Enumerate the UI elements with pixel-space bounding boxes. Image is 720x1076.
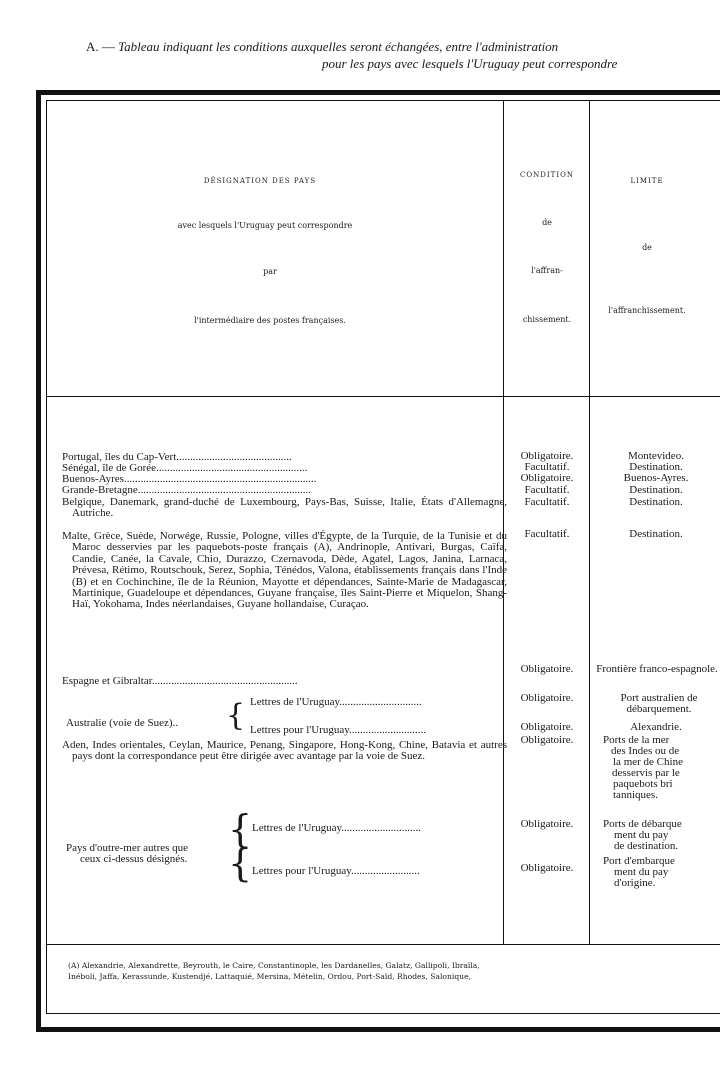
outremer-limite-1c: de destination. <box>614 840 679 852</box>
aden-limite-4: desservis par le <box>612 767 680 779</box>
title-line-1: Tableau indiquant les conditions auxquelles seront échangées, entre l'administration <box>118 39 559 54</box>
outremer-limite-1a: Ports de débarque <box>603 818 682 830</box>
outremer-limite-2b: ment du pay <box>614 866 669 878</box>
title-prefix: A. — <box>86 39 115 54</box>
outremer-brace-bottom: { <box>228 841 253 885</box>
australie-condition-1: Obligatoire. <box>520 692 574 704</box>
row-1-condition: Obligatoire. <box>520 450 574 462</box>
australie-condition-2: Obligatoire. <box>520 721 574 733</box>
row-5-condition: Facultatif. <box>524 496 570 508</box>
row-2-country: Sénégal, île de Gorée....................................................... <box>62 462 308 474</box>
row-2-limite: Destination. <box>629 461 683 473</box>
row-6-limite: Destination. <box>629 528 683 540</box>
row-1-limite: Montevideo. <box>628 450 684 462</box>
row-7-condition: Obligatoire. <box>520 663 574 675</box>
header-col2-line4: chissement. <box>522 315 572 324</box>
header-col3-line1: LIMITE <box>630 177 664 185</box>
australie-label: Australie (voie de Suez).. <box>66 717 179 729</box>
aden-limite-5: paquebots bri <box>613 778 673 790</box>
row-3-limite: Buenos-Ayres. <box>623 472 689 484</box>
header-col2-line2: de <box>542 218 552 227</box>
column-divider-1 <box>503 101 504 945</box>
outremer-condition-2: Obligatoire. <box>520 862 574 874</box>
aden-limite-3: la mer de Chine <box>613 756 683 768</box>
aden-country: Aden, Indes orientales, Ceylan, Maurice, Penang, Singapore, Hong-Kong, Chine, Batavia et autres pays dont la correspondance peut être dirigée avec avantage par la voie de Suez. <box>62 739 507 763</box>
header-col2-line1: CONDITION <box>520 171 574 179</box>
outremer-sub-1: Lettres de l'Uruguay............................. <box>252 822 421 834</box>
footnote <box>68 960 720 982</box>
outremer-limite-2a: Port d'embarque <box>603 855 675 867</box>
row-3-country: Buenos-Ayres...................................................................... <box>62 473 317 485</box>
outremer-limite-1b: ment du pay <box>614 829 669 841</box>
header-col2-line3: l'affran- <box>531 266 563 275</box>
row-4-country: Grande-Bretagne............................................................... <box>62 484 311 496</box>
outremer-condition-1: Obligatoire. <box>520 818 574 830</box>
row-1-country: Portugal, îles du Cap-Vert.......................................... <box>62 451 292 463</box>
australie-brace: { <box>226 698 246 733</box>
header-col3-line3: l'affranchissement. <box>608 306 686 315</box>
row-6-country: Malte, Grèce, Suède, Norwége, Russie, Pologne, villes d'Égypte, de la Turquie, de la Tunisie et du Maroc desservies par les paquebots-poste français (A), Andrinople, Antivari, Burgas, Caïfa, Candie, Canée, la Cavale, Chio, Durazzo, Czernavoda, Dède, Agatel, Lagos, Janina, Larnaca, Prévesa, Rétimo, Routschouk, Serez, Sophia, Ténédos, Valona, établissements français dans l'Inde (B) et en Cochinchine, île de la Réunion, Mayotte et dépendances, Sainte-Marie de Madagascar, Martinique, Guadeloupe et dépendances, Guyane française, îles Saint-Pierre et Miquelon, Shang-Haï, Yokohama, Indes néerlandaises, Guyane hollandaise, Curaçao. <box>62 530 507 611</box>
header-col1-line4: l'intermédiaire des postes françaises. <box>194 316 346 325</box>
header-col3-line2: de <box>642 243 652 252</box>
header-col1-line1: DÉSIGNATION DES PAYS <box>203 177 317 185</box>
row-4-limite: Destination. <box>629 484 683 496</box>
footnote-line-2: Inéboli, Jaffa, Kerassunde, Kustendjé, Lattaquié, Mersina, Mételin, Ordou, Port-Saïd, Rhodes, Salonique, <box>68 972 471 981</box>
outremer-limite-2c: d'origine. <box>614 877 656 889</box>
aden-limite-1: Ports de la mer <box>603 734 670 746</box>
header-rule <box>47 396 720 397</box>
table-bottom-rule <box>47 944 720 945</box>
outremer-sub-2: Lettres pour l'Uruguay......................... <box>252 865 420 877</box>
aden-condition: Obligatoire. <box>520 734 574 746</box>
header-col1-line3: par <box>263 267 277 276</box>
header-col1-line2: avec lesquels l'Uruguay peut correspondre <box>177 221 353 230</box>
title-line-2: pour les pays avec lesquels l'Uruguay peut correspondre <box>322 56 618 71</box>
outremer-label-2: ceux ci-dessus désignés. <box>80 853 188 865</box>
australie-sub-1: Lettres de l'Uruguay.............................. <box>250 696 422 708</box>
row-5-country: Belgique, Danemark, grand-duché de Luxembourg, Pays-Bas, Suisse, Italie, États d'Allemagne, Autriche. <box>62 496 507 520</box>
australie-limite-1: Port australien de débarquement. <box>620 692 698 716</box>
row-5-limite: Destination. <box>629 496 683 508</box>
column-divider-2 <box>589 101 590 945</box>
aden-limite-2: des Indes ou de <box>611 745 680 757</box>
row-4-condition: Facultatif. <box>524 484 570 496</box>
outremer-label-1: Pays d'outre-mer autres que <box>66 842 189 854</box>
row-7-country: Espagne et Gibraltar..................................................... <box>62 675 298 687</box>
australie-limite-2: Alexandrie. <box>630 721 682 733</box>
outremer-brace-top: { <box>228 807 253 851</box>
row-2-condition: Facultatif. <box>524 461 570 473</box>
row-7-limite: Frontière franco-espagnole. <box>596 663 718 675</box>
row-3-condition: Obligatoire. <box>520 472 574 484</box>
australie-sub-2: Lettres pour l'Uruguay............................ <box>250 724 427 736</box>
aden-limite-6: tanniques. <box>613 789 658 801</box>
row-6-condition: Facultatif. <box>524 528 570 540</box>
footnote-line-1: (A) Alexandrie, Alexandrette, Beyrouth, le Caire, Constantinople, les Dardanelles, Galatz, Gallipoli, Ibraïla, <box>68 961 480 970</box>
